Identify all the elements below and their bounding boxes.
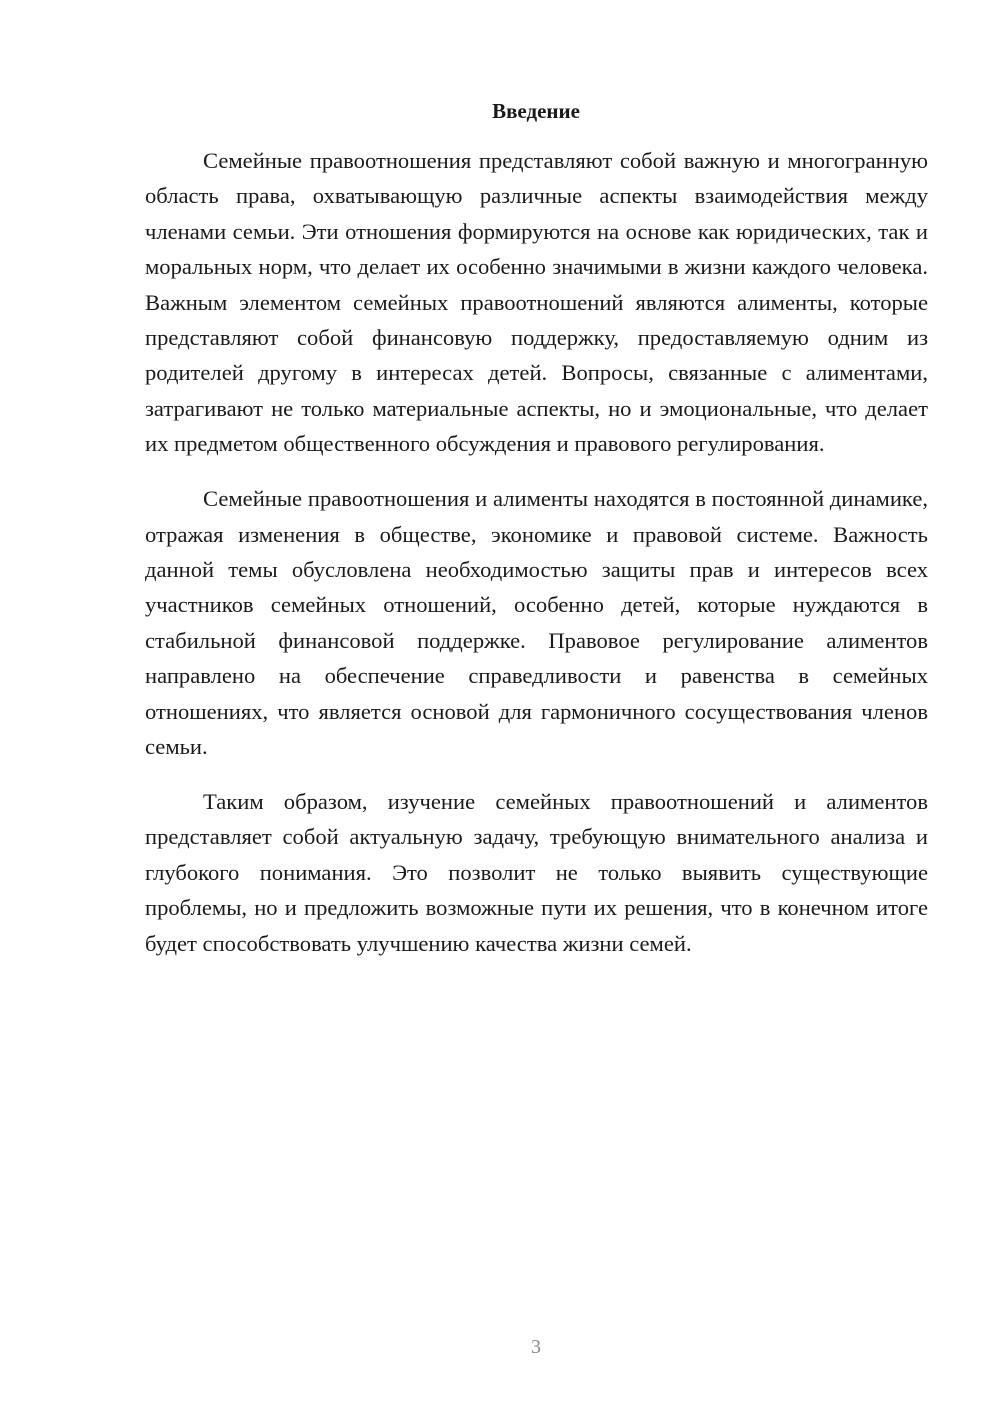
body-text	[145, 143, 928, 961]
page-number: 3	[531, 1336, 541, 1358]
paragraph-2: Семейные правоотношения и алименты находятся в постоянной динамике, отражая изменения в обществе, экономике и правовой системе. Важность данной темы обусловлена необходимостью защиты прав и интересов всех участников семейных отношений, особенно детей, которые нуждаются в стабильной финансовой поддержке. Правовое регулирование алиментов направлено на обеспечение справедливости и равенства в семейных отношениях, что является основой для гармоничного сосуществования членов семьи.	[145, 486, 928, 759]
paragraph-1: Семейные правоотношения представляют собой важную и многогранную область права, охватывающую различные аспекты взаимодействия между членами семьи. Эти отношения формируются на основе как юридических, так и моральных норм, что делает их особенно значимыми в жизни каждого человека. Важным элементом семейных правоотношений являются алименты, которые представляют собой финансовую поддержку, предоставляемую одним из родителей другому в интересах детей. Вопросы, связанные с алиментами, затрагивают не только материальные аспекты, но и эмоциональные, что делает их предметом общественного обсуждения и правового регулирования.	[145, 148, 928, 457]
section-heading: Введение	[492, 99, 580, 123]
paragraph-3: Таким образом, изучение семейных правоотношений и алиментов представляет собой актуальную задачу, требующую внимательного анализа и глубокого понимания. Это позволит не только выявить существующие проблемы, но и предложить возможные пути их решения, что в конечном итоге будет способствовать улучшению качества жизни семей.	[145, 788, 928, 956]
